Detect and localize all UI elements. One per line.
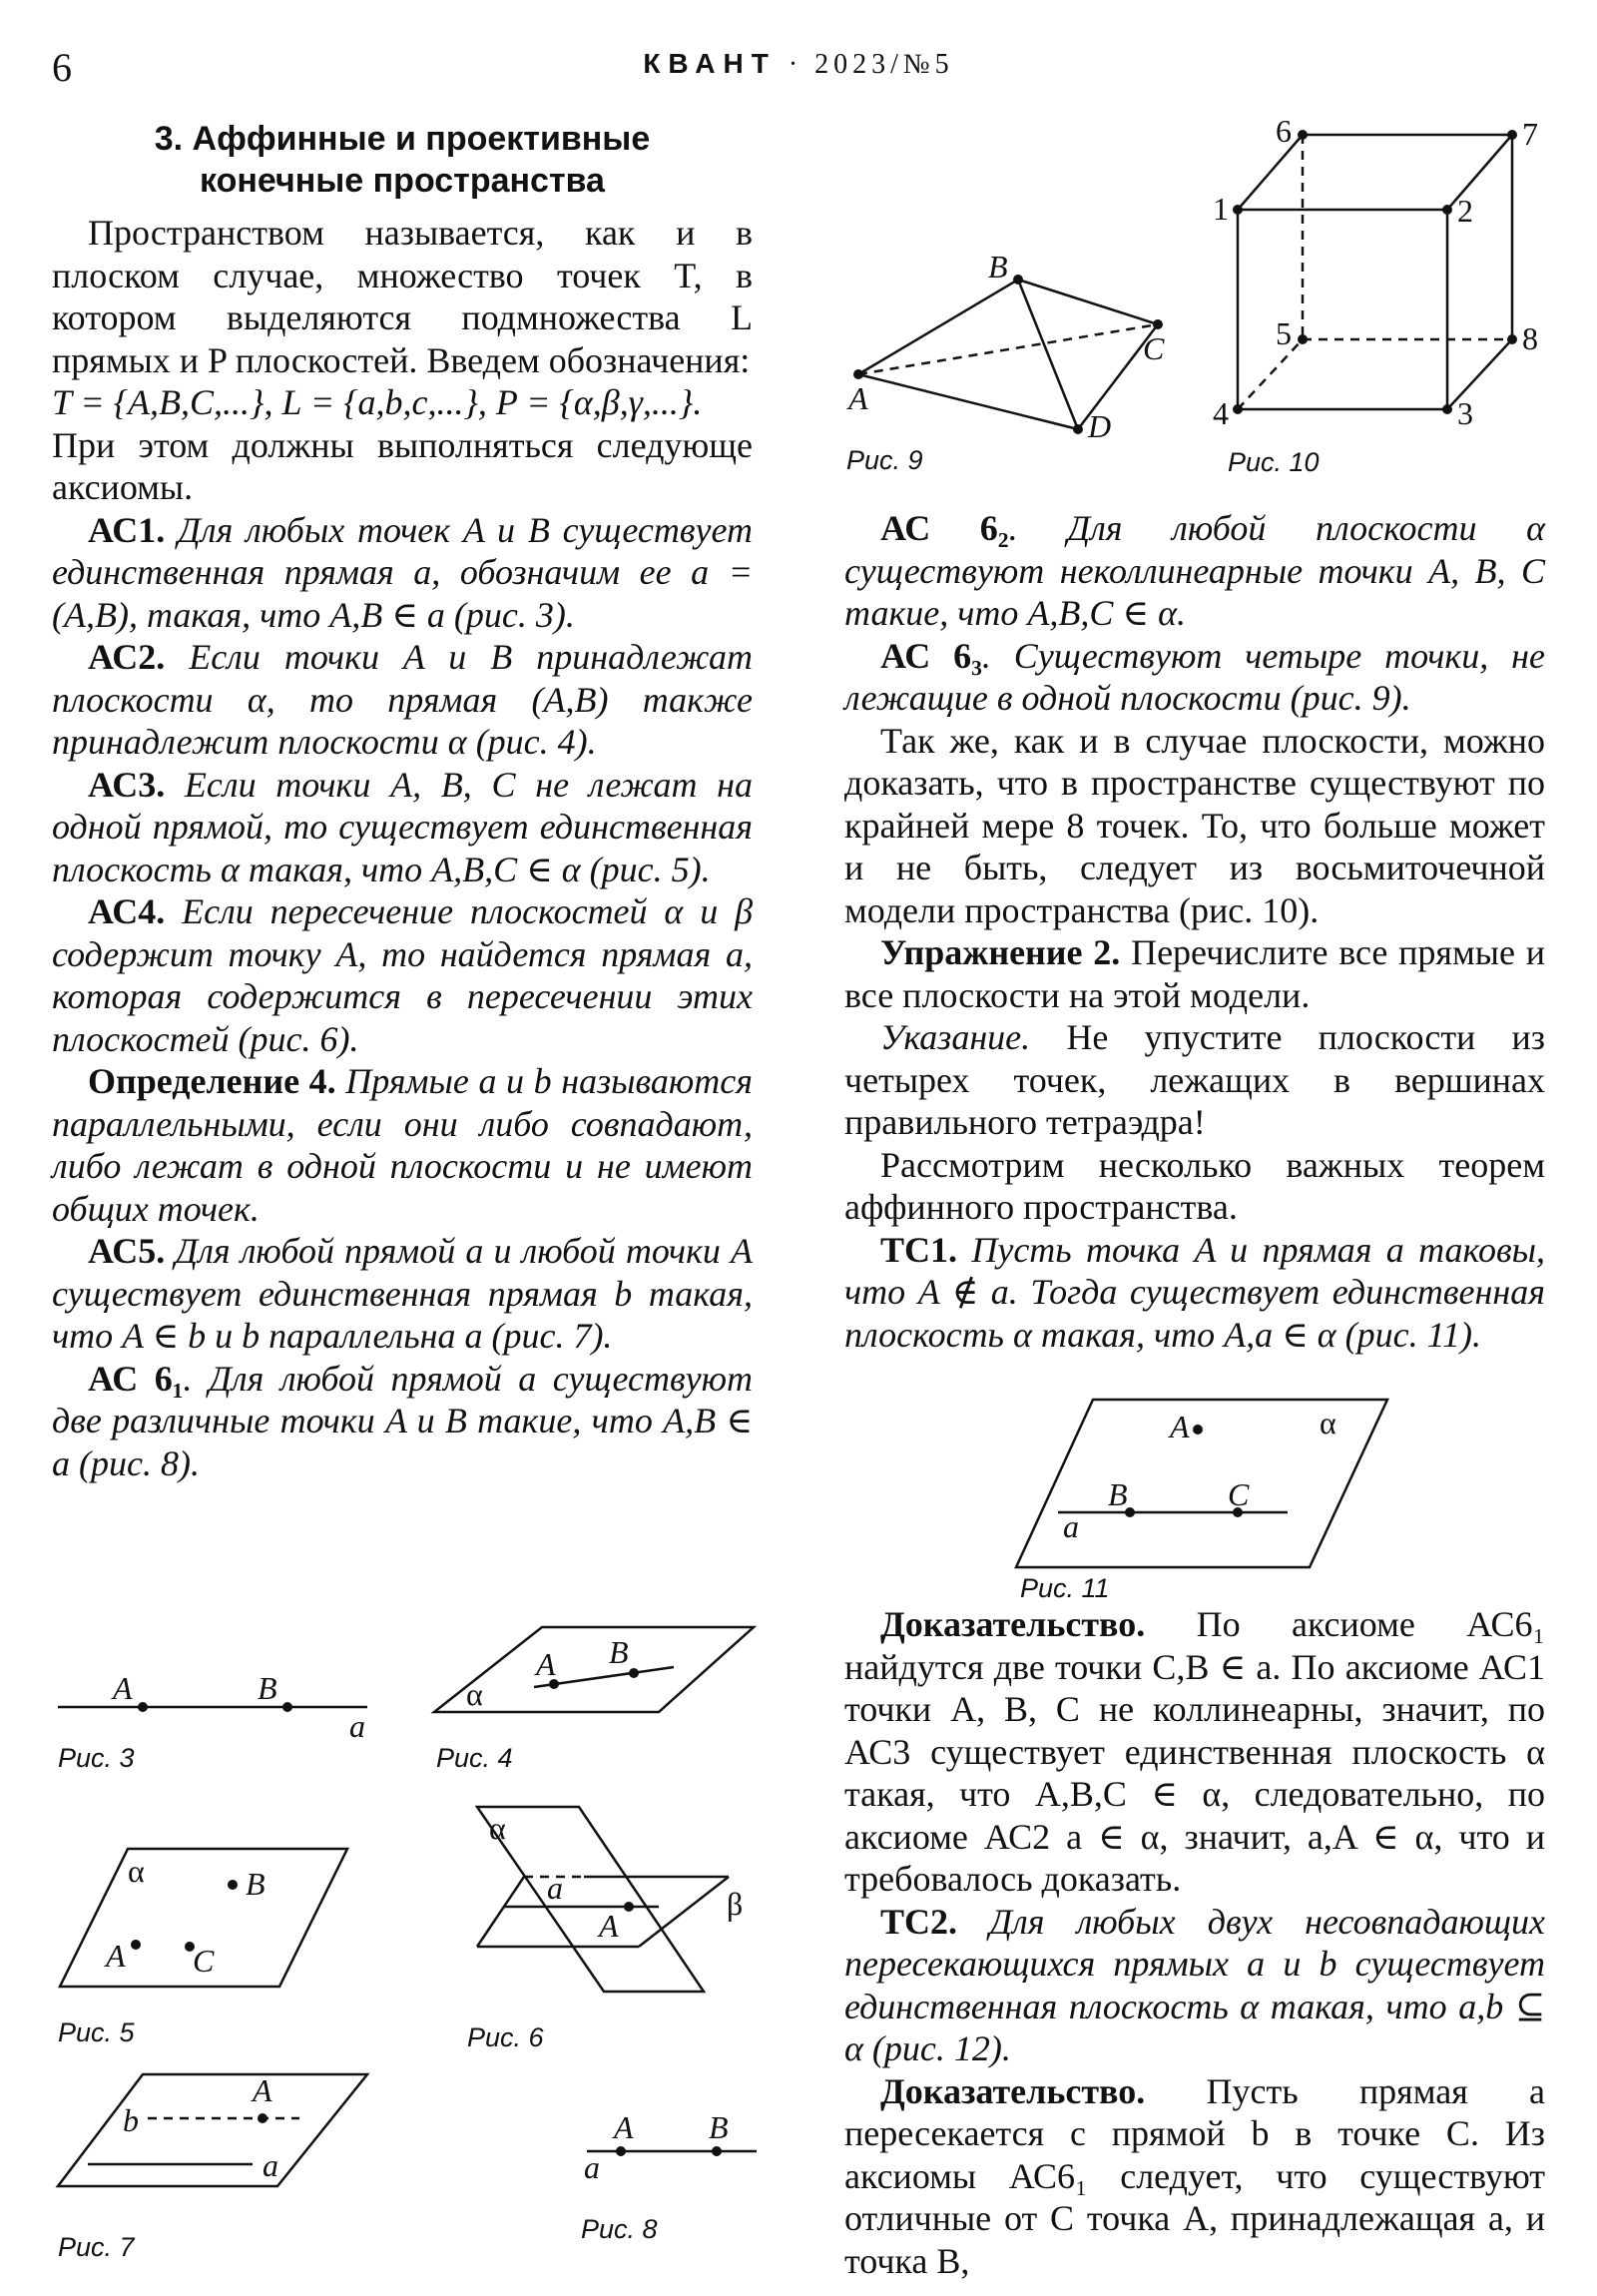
fig10-vertex-5 xyxy=(1298,334,1308,344)
fig5-label-c: C xyxy=(193,1943,215,1979)
paragraph-eight-points: Так же, как и в случае плоскости, можно доказать, что в пространстве существуют по крайней мере 8 точек. То, что больше может и не быть, следует из восьмиточечной модели пространства (рис. 10). xyxy=(844,720,1545,930)
fig8-label-a: A xyxy=(614,2109,634,2145)
fig9-point-b xyxy=(1013,275,1023,285)
fig6-point-a xyxy=(624,1902,634,1912)
fig11-caption: Рис. 11 xyxy=(1020,1573,1110,1603)
fig9-label-d: D xyxy=(1088,408,1112,444)
fig10-hidden-edge-4-5 xyxy=(1238,339,1303,409)
fig7-caption: Рис. 7 xyxy=(58,2232,135,2262)
fig3-label-b: B xyxy=(258,1670,277,1706)
fig7-label-a-point: A xyxy=(253,2072,272,2108)
intro-paragraph: Пространством называется, как и в плоском случае, множество точек T, в котором выделяются подмножества L прямых и P плоскостей. Введем обозначения: xyxy=(52,213,753,380)
section-title: 3. Аффинные и проективные конечные пространства xyxy=(154,120,651,200)
fig5-point-a xyxy=(131,1940,141,1950)
fig7-label-a-line: a xyxy=(263,2147,278,2183)
fig10-label-3: 3 xyxy=(1457,395,1473,431)
fig10-vertex-6 xyxy=(1298,130,1308,140)
fig4-label-alpha: α xyxy=(466,1676,483,1712)
fig3-label-a: A xyxy=(113,1670,133,1706)
fig10-label-8: 8 xyxy=(1522,320,1538,356)
fig11-label-alpha: α xyxy=(1320,1405,1336,1440)
figure-8 xyxy=(579,2096,779,2256)
fig4-label-a: A xyxy=(536,1646,556,1682)
axioms-intro: При этом должны выполняться следующе аксиомы. xyxy=(52,424,753,507)
figure-10 xyxy=(1208,110,1567,479)
fig9-label-a: A xyxy=(848,380,868,416)
fig10-vertex-8 xyxy=(1507,334,1517,344)
fig9-point-c xyxy=(1153,319,1163,329)
fig10-label-1: 1 xyxy=(1213,191,1229,227)
axiom-ac6-3: АС 6₃. Существуют четыре точки, не лежащие в одной плоскости (рис. 9). xyxy=(844,635,1546,718)
fig10-edge-1-6 xyxy=(1238,135,1303,210)
fig6-beta-right-edge xyxy=(639,1877,729,1947)
fig5-label-b: B xyxy=(246,1866,266,1902)
fig10-vertex-3 xyxy=(1442,404,1452,414)
fig6-plane-alpha xyxy=(477,1807,704,1992)
fig7-point-a xyxy=(258,2113,267,2123)
fig10-label-7: 7 xyxy=(1522,116,1538,152)
fig6-label-alpha: α xyxy=(489,1810,506,1846)
fig4-label-b: B xyxy=(609,1634,629,1670)
theorem-tc2: ТС2. Для любых двух несовпадающих пересекающихся прямых a и b существует единственная плоскость α такая, что a,b ⊆ α (рис. 12). xyxy=(844,1901,1545,2068)
fig11-point-a xyxy=(1193,1425,1203,1435)
fig9-caption: Рис. 9 xyxy=(846,445,923,475)
fig5-caption: Рис. 5 xyxy=(58,2017,135,2047)
axiom-ac6-2: АС 6₂. Для любой плоскости α существуют неколлинеарные точки A, B, C такие, что A,B,C ∈ α. xyxy=(844,508,1545,633)
fig11-label-c: C xyxy=(1228,1476,1250,1512)
axiom-ac2: АС2. Если точки A и B принадлежат плоскости α, то прямая (A,B) также принадлежит плоскости α (рис. 4). xyxy=(52,637,753,762)
fig4-caption: Рис. 4 xyxy=(436,1743,513,1773)
figure-3 xyxy=(48,1657,387,1777)
fig10-caption: Рис. 10 xyxy=(1228,447,1320,477)
fig5-label-alpha: α xyxy=(128,1853,145,1889)
proof-2: Доказательство. Пусть прямая a пересекается с прямой b в точке C. Из аксиомы АС6₁ следует, что существуют отличные от C точка A, принадлежащая a, и точка B, xyxy=(844,2070,1545,2281)
issue-number: 2023/№5 xyxy=(814,49,954,80)
header-separator: · xyxy=(788,49,803,80)
axiom-ac3: АС3. Если точки A, B, C не лежат на одной прямой, то существует единственная плоскость α такая, что A,B,C ∈ α (рис. 5). xyxy=(52,764,754,889)
fig6-beta-left-edge xyxy=(477,1877,524,1947)
journal-name: КВАНТ xyxy=(643,48,777,79)
fig8-label-b: B xyxy=(709,2109,729,2145)
fig6-label-beta: β xyxy=(727,1886,744,1922)
fig11-label-b: B xyxy=(1108,1476,1128,1512)
fig9-edge-ac-hidden xyxy=(858,324,1158,374)
fig3-label-line: a xyxy=(349,1708,365,1744)
fig10-label-2: 2 xyxy=(1457,193,1473,229)
fig8-point-a xyxy=(616,2146,626,2156)
fig10-vertex-7 xyxy=(1507,130,1517,140)
axiom-ac6-1: АС 6₁. Для любой прямой a существуют две различные точки A и B такие, что A,B ∈ a (рис. 8). xyxy=(52,1358,754,1483)
fig6-label-a-point: A xyxy=(599,1908,619,1944)
axiom-ac5: АС5. Для любой прямой a и любой точки A существует единственная прямая b такая, что A ∈ b и b параллельна a (рис. 7). xyxy=(52,1231,753,1356)
fig8-point-b xyxy=(712,2146,722,2156)
fig9-edge-bd xyxy=(1018,280,1078,429)
theorem-tc1: ТС1. Пусть точка A и прямая a таковы, что A ∉ a. Тогда существует единственная плоскость α такая, что A,a ∈ α (рис. 11). xyxy=(844,1229,1546,1355)
hint: Указание. Не упустите плоскости из четырех точек, лежащих в вершинах правильного тетраэдра! xyxy=(844,1017,1546,1142)
fig3-point-a xyxy=(138,1702,148,1712)
fig9-point-a xyxy=(853,369,863,379)
figure-4 xyxy=(424,1617,764,1777)
fig11-label-a-line: a xyxy=(1063,1508,1079,1544)
figure-6 xyxy=(459,1797,779,2061)
fig10-vertex-4 xyxy=(1233,404,1243,414)
definition-4: Определение 4. Прямые a и b называются параллельными, если они либо совпадают, либо лежат в одной плоскости и не имеют общих точек. xyxy=(52,1061,753,1229)
axiom-ac4: АС4. Если пересечение плоскостей α и β содержит точку A, то найдется прямая a, которая содержится в пересечении этих плоскостей (рис. 6). xyxy=(52,891,754,1059)
fig3-caption: Рис. 3 xyxy=(58,1743,135,1773)
paragraph-theorems: Рассмотрим несколько важных теорем аффинного пространства. xyxy=(844,1144,1545,1227)
fig4-point-b xyxy=(629,1668,639,1678)
fig6-caption: Рис. 6 xyxy=(467,2022,544,2052)
fig9-label-b: B xyxy=(988,250,1008,285)
right-column xyxy=(844,507,1545,1356)
figure-9 xyxy=(838,250,1198,479)
page-number: 6 xyxy=(52,45,72,90)
exercise-2: Упражнение 2. Перечислите все прямые и все плоскости на этой модели. xyxy=(844,932,1545,1015)
fig5-label-a: A xyxy=(106,1938,126,1974)
fig7-plane xyxy=(58,2074,367,2186)
figure-11 xyxy=(998,1388,1417,1607)
left-column xyxy=(52,118,753,1484)
fig9-label-c: C xyxy=(1143,330,1165,366)
fig9-edge-ad xyxy=(858,374,1078,429)
axiom-ac1: АС1. Для любых точек A и B существует единственная прямая a, обозначим ее a = (A,B), такая, что A,B ∈ a (рис. 3). xyxy=(52,509,754,635)
right-column-lower xyxy=(844,1603,1545,2282)
fig10-label-6: 6 xyxy=(1276,113,1292,149)
sets-formula: T = {A,B,C,...}, L = {a,b,c,...}, P = {α,β,γ,...}. xyxy=(52,382,703,422)
fig10-front-face xyxy=(1238,210,1447,409)
running-header xyxy=(0,48,1597,81)
figure-7 xyxy=(48,2056,387,2266)
fig3-point-b xyxy=(282,1702,292,1712)
fig10-vertex-1 xyxy=(1233,205,1243,215)
fig5-point-b xyxy=(228,1880,238,1890)
fig9-point-d xyxy=(1073,424,1083,434)
fig11-label-a-point: A xyxy=(1170,1409,1190,1444)
fig8-caption: Рис. 8 xyxy=(581,2214,658,2244)
fig10-label-4: 4 xyxy=(1213,395,1229,431)
figure-5 xyxy=(48,1837,367,2056)
fig10-vertex-2 xyxy=(1442,205,1452,215)
fig6-label-a-line: a xyxy=(547,1870,563,1906)
fig8-label-line: a xyxy=(584,2149,600,2185)
fig7-label-b: b xyxy=(123,2102,139,2138)
fig10-label-5: 5 xyxy=(1276,315,1292,351)
fig9-edge-bc xyxy=(1018,280,1158,324)
proof-1: Доказательство. По аксиоме АС6₁ найдутся две точки C,B ∈ a. По аксиоме АС1 точки A, B, C не коллинеарны, значит, по АС3 существует единственная плоскость α такая, что A,B,C ∈ α, следовательно, по аксиоме АС2 a ∈ α, значит, a,A ∈ α, что и требовалось доказать. xyxy=(844,1604,1545,1899)
